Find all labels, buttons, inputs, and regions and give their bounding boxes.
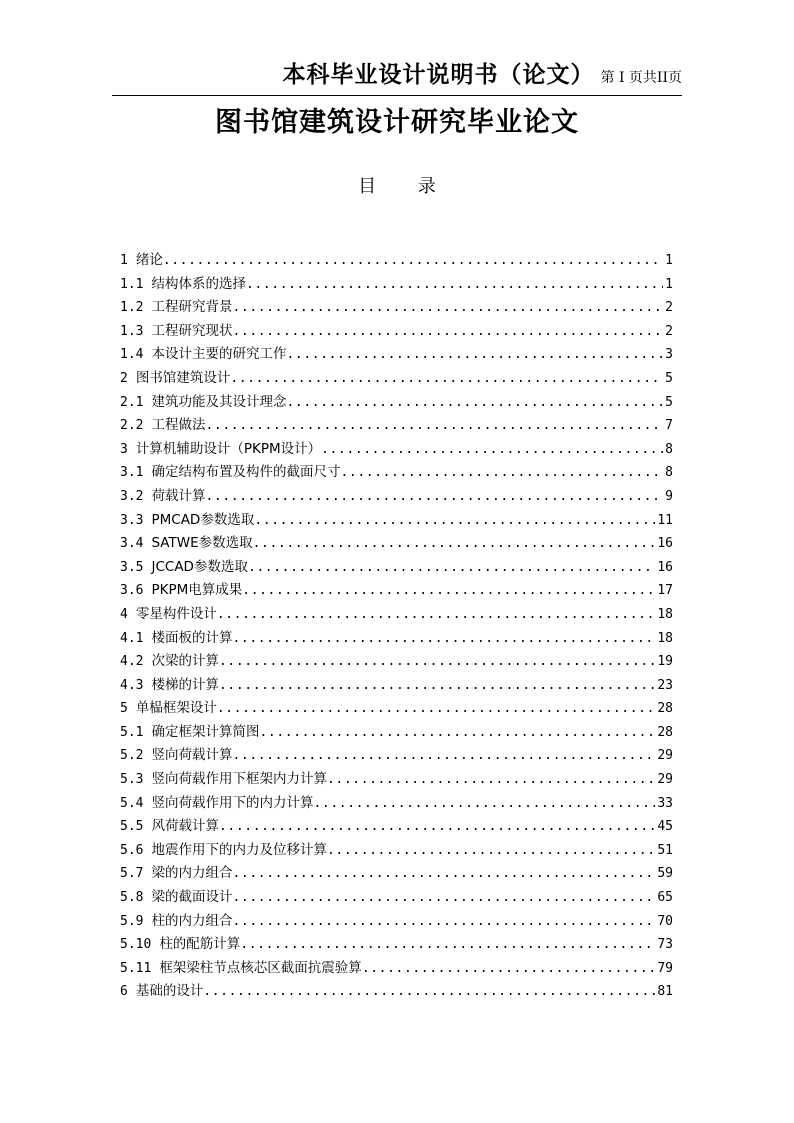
- toc-entry-page: 8: [665, 465, 673, 481]
- toc-entry-number: 4.3: [120, 677, 144, 693]
- toc-entry-leader: [286, 347, 663, 362]
- toc-entry-page: 70: [657, 913, 673, 929]
- toc-entry-page: 7: [665, 418, 673, 434]
- toc-entry-number: 5.10: [120, 937, 152, 953]
- toc-entry-number: 5.2: [120, 748, 144, 764]
- toc-entry-label: 楼梯的计算: [151, 676, 219, 693]
- toc-entry-page: 5: [665, 394, 673, 410]
- toc-entry-leader: [219, 654, 655, 669]
- toc-entry-label: 零星构件设计: [135, 605, 217, 622]
- toc-entry-number: 1.2: [120, 300, 144, 316]
- toc-entry-leader: [163, 253, 663, 268]
- toc-entry[interactable]: [120, 319, 673, 343]
- toc-entry-page: 59: [657, 866, 673, 882]
- toc-entry-label: 结构体系的选择: [151, 275, 246, 292]
- toc-entry-number: 5: [120, 701, 128, 717]
- header-rule: [112, 95, 682, 96]
- toc-entry-page: 11: [657, 512, 673, 528]
- toc-entry-leader: [232, 631, 655, 646]
- toc-entry-page: 18: [657, 630, 673, 646]
- toc-entry[interactable]: [120, 743, 673, 767]
- toc-entry-number: 4: [120, 606, 128, 622]
- toc-entry-leader: [217, 701, 656, 716]
- toc-entry-leader: [205, 418, 663, 433]
- toc-entry-label: 确定结构布置及构件的截面尺寸: [151, 464, 341, 481]
- toc-entry[interactable]: [120, 508, 673, 532]
- toc-entry[interactable]: [120, 814, 673, 838]
- toc-entry-leader: [232, 300, 663, 315]
- toc-entry-label: 梁的内力组合: [151, 865, 233, 882]
- toc-entry[interactable]: [120, 626, 673, 650]
- toc-entry-page: 79: [657, 960, 673, 976]
- toc-entry-page: 73: [657, 937, 673, 953]
- toc-entry-leader: [286, 395, 663, 410]
- toc-entry[interactable]: [120, 673, 673, 697]
- toc-entry-number: 3: [120, 441, 128, 457]
- toc-entry[interactable]: [120, 720, 673, 744]
- toc-entry-number: 4.2: [120, 654, 144, 670]
- toc-entry[interactable]: [120, 413, 673, 437]
- toc-entry-leader: [230, 371, 663, 386]
- toc-entry[interactable]: [120, 649, 673, 673]
- toc-entry-leader: [313, 796, 655, 811]
- toc-entry-leader: [232, 890, 655, 905]
- toc-entry-page: 2: [665, 300, 673, 316]
- toc-entry[interactable]: [120, 602, 673, 626]
- toc-entry-label: 工程研究背景: [151, 299, 233, 316]
- toc-entry-number: 5.11: [120, 960, 152, 976]
- toc-entry-page: 3: [665, 347, 673, 363]
- document-title: 图书馆建筑设计研究毕业论文: [215, 107, 579, 138]
- toc-entry-leader: [327, 843, 655, 858]
- toc-heading: 目 录: [358, 176, 454, 197]
- toc-entry[interactable]: [120, 696, 673, 720]
- toc-entry-leader: [321, 442, 663, 457]
- toc-entry[interactable]: [120, 484, 673, 508]
- toc-entry-page: 51: [657, 842, 673, 858]
- toc-entry-label: 柱的内力组合: [151, 912, 233, 929]
- toc-entry-label: 柱的配筋计算: [159, 936, 241, 953]
- toc-entry-page: 29: [657, 748, 673, 764]
- toc-entry-label: 绪论: [135, 252, 163, 268]
- toc-entry[interactable]: [120, 437, 673, 461]
- toc-entry-page: 16: [657, 559, 673, 575]
- toc-entry-label: 计算机辅助设计（PKPM设计）: [135, 440, 322, 457]
- toc-entry-page: 33: [657, 795, 673, 811]
- toc-entry-label: 本设计主要的研究工作: [151, 346, 287, 363]
- toc-entry-leader: [340, 465, 663, 480]
- toc-entry-number: 5.5: [120, 819, 144, 835]
- toc-entry-number: 1.3: [120, 323, 144, 339]
- toc-entry[interactable]: [120, 555, 673, 579]
- toc-entry-leader: [246, 277, 663, 292]
- toc-entry-number: 1.1: [120, 276, 144, 292]
- toc-entry[interactable]: [120, 909, 673, 933]
- toc-entry-leader: [253, 536, 656, 551]
- toc-entry-label: 梁的截面设计: [151, 889, 233, 906]
- toc-entry-label: SATWE参数选取: [151, 535, 253, 552]
- toc-entry-number: 6: [120, 984, 128, 1000]
- toc-entry-page: 81: [657, 984, 673, 1000]
- toc-entry-leader: [232, 866, 655, 881]
- toc-entry[interactable]: [120, 767, 673, 791]
- toc-entry[interactable]: [120, 295, 673, 319]
- toc-entry[interactable]: [120, 979, 673, 1003]
- toc-entry-page: 1: [665, 276, 673, 292]
- toc-entry-label: 楼面板的计算: [151, 629, 233, 646]
- toc-entry-leader: [232, 324, 663, 339]
- toc-entry[interactable]: [120, 861, 673, 885]
- toc-entry-number: 2: [120, 370, 128, 386]
- table-of-contents: [120, 248, 673, 1003]
- toc-entry-number: 3.5: [120, 559, 144, 575]
- toc-entry-number: 5.6: [120, 842, 144, 858]
- toc-entry-page: 9: [665, 488, 673, 504]
- toc-entry-leader: [327, 772, 655, 787]
- toc-entry-page: 1: [665, 253, 673, 268]
- toc-entry-number: 3.3: [120, 512, 144, 528]
- header-title: 本科毕业设计说明书（论文）: [282, 61, 595, 88]
- toc-entry[interactable]: [120, 956, 673, 980]
- toc-entry-page: 65: [657, 890, 673, 906]
- toc-entry-page: 18: [657, 606, 673, 622]
- toc-entry-leader: [217, 607, 656, 622]
- toc-entry-label: 风荷载计算: [151, 818, 219, 835]
- toc-entry-label: 工程研究现状: [151, 322, 233, 339]
- toc-entry-number: 4.1: [120, 630, 144, 646]
- toc-entry-leader: [219, 678, 655, 693]
- toc-entry-number: 5.4: [120, 795, 144, 811]
- toc-entry-label: 工程做法: [151, 417, 206, 434]
- toc-entry-page: 45: [657, 819, 673, 835]
- toc-entry-number: 5.1: [120, 724, 144, 740]
- toc-entry[interactable]: [120, 932, 673, 956]
- toc-entry-page: 8: [665, 441, 673, 457]
- toc-entry-label: 竖向荷载计算: [151, 747, 233, 764]
- toc-entry-page: 17: [657, 583, 673, 599]
- header-page-info: 第 I 页共II页: [600, 70, 682, 86]
- toc-entry-number: 3.1: [120, 465, 144, 481]
- toc-entry-label: 单榀框架设计: [135, 700, 217, 717]
- toc-entry-number: 5.9: [120, 913, 144, 929]
- toc-entry-number: 3.4: [120, 536, 144, 552]
- toc-entry-page: 23: [657, 677, 673, 693]
- toc-entry-leader: [362, 961, 656, 976]
- toc-entry-label: 图书馆建筑设计: [135, 369, 231, 386]
- toc-entry-label: 荷载计算: [151, 487, 206, 504]
- toc-entry-number: 3.2: [120, 488, 144, 504]
- toc-entry-leader: [242, 583, 655, 598]
- toc-entry-number: 2.2: [120, 418, 144, 434]
- toc-entry[interactable]: [120, 791, 673, 815]
- toc-entry-page: 29: [657, 772, 673, 788]
- toc-entry-leader: [240, 937, 655, 952]
- toc-entry-label: PMCAD参数选取: [151, 511, 255, 528]
- toc-entry-leader: [232, 748, 655, 763]
- toc-entry-leader: [254, 513, 655, 528]
- toc-entry[interactable]: [120, 578, 673, 602]
- toc-entry-page: 28: [657, 701, 673, 717]
- toc-entry-number: 5.7: [120, 866, 144, 882]
- toc-entry-label: 地震作用下的内力及位移计算: [151, 841, 327, 858]
- toc-entry-label: 确定框架计算简图: [151, 723, 260, 740]
- toc-entry-label: 次梁的计算: [151, 653, 219, 670]
- toc-entry-number: 5.3: [120, 772, 144, 788]
- toc-entry[interactable]: [120, 838, 673, 862]
- toc-entry-leader: [259, 725, 655, 740]
- toc-entry-number: 5.8: [120, 890, 144, 906]
- toc-entry-label: 基础的设计: [135, 983, 204, 1000]
- toc-entry-number: 2.1: [120, 394, 144, 410]
- toc-entry[interactable]: [120, 460, 673, 484]
- toc-entry-page: 28: [657, 724, 673, 740]
- toc-entry[interactable]: [120, 885, 673, 909]
- toc-entry-leader: [248, 560, 655, 575]
- toc-entry-label: PKPM电算成果: [151, 582, 243, 599]
- toc-entry-page: 2: [665, 323, 673, 339]
- toc-entry-page: 16: [657, 536, 673, 552]
- toc-entry-number: 1.4: [120, 347, 144, 363]
- toc-entry-leader: [203, 984, 655, 999]
- toc-entry-label: JCCAD参数选取: [151, 558, 248, 575]
- toc-entry-leader: [205, 489, 663, 504]
- toc-entry-page: 5: [665, 370, 673, 386]
- toc-entry[interactable]: [120, 531, 673, 555]
- toc-entry-leader: [232, 914, 655, 929]
- toc-entry-leader: [219, 819, 655, 834]
- toc-entry-label: 竖向荷载作用下框架内力计算: [151, 771, 327, 788]
- page-header: [112, 56, 682, 94]
- toc-entry-label: 竖向荷载作用下的内力计算: [151, 794, 314, 811]
- toc-entry[interactable]: [120, 390, 673, 414]
- toc-entry-page: 19: [657, 654, 673, 670]
- toc-entry-label: 建筑功能及其设计理念: [151, 393, 287, 410]
- toc-entry[interactable]: [120, 366, 673, 390]
- toc-entry-label: 框架梁柱节点核芯区截面抗震验算: [159, 959, 362, 976]
- toc-entry[interactable]: [120, 342, 673, 366]
- toc-entry-number: 3.6: [120, 583, 144, 599]
- toc-entry[interactable]: [120, 272, 673, 296]
- toc-entry[interactable]: [120, 248, 673, 272]
- toc-entry-number: 1: [120, 253, 128, 268]
